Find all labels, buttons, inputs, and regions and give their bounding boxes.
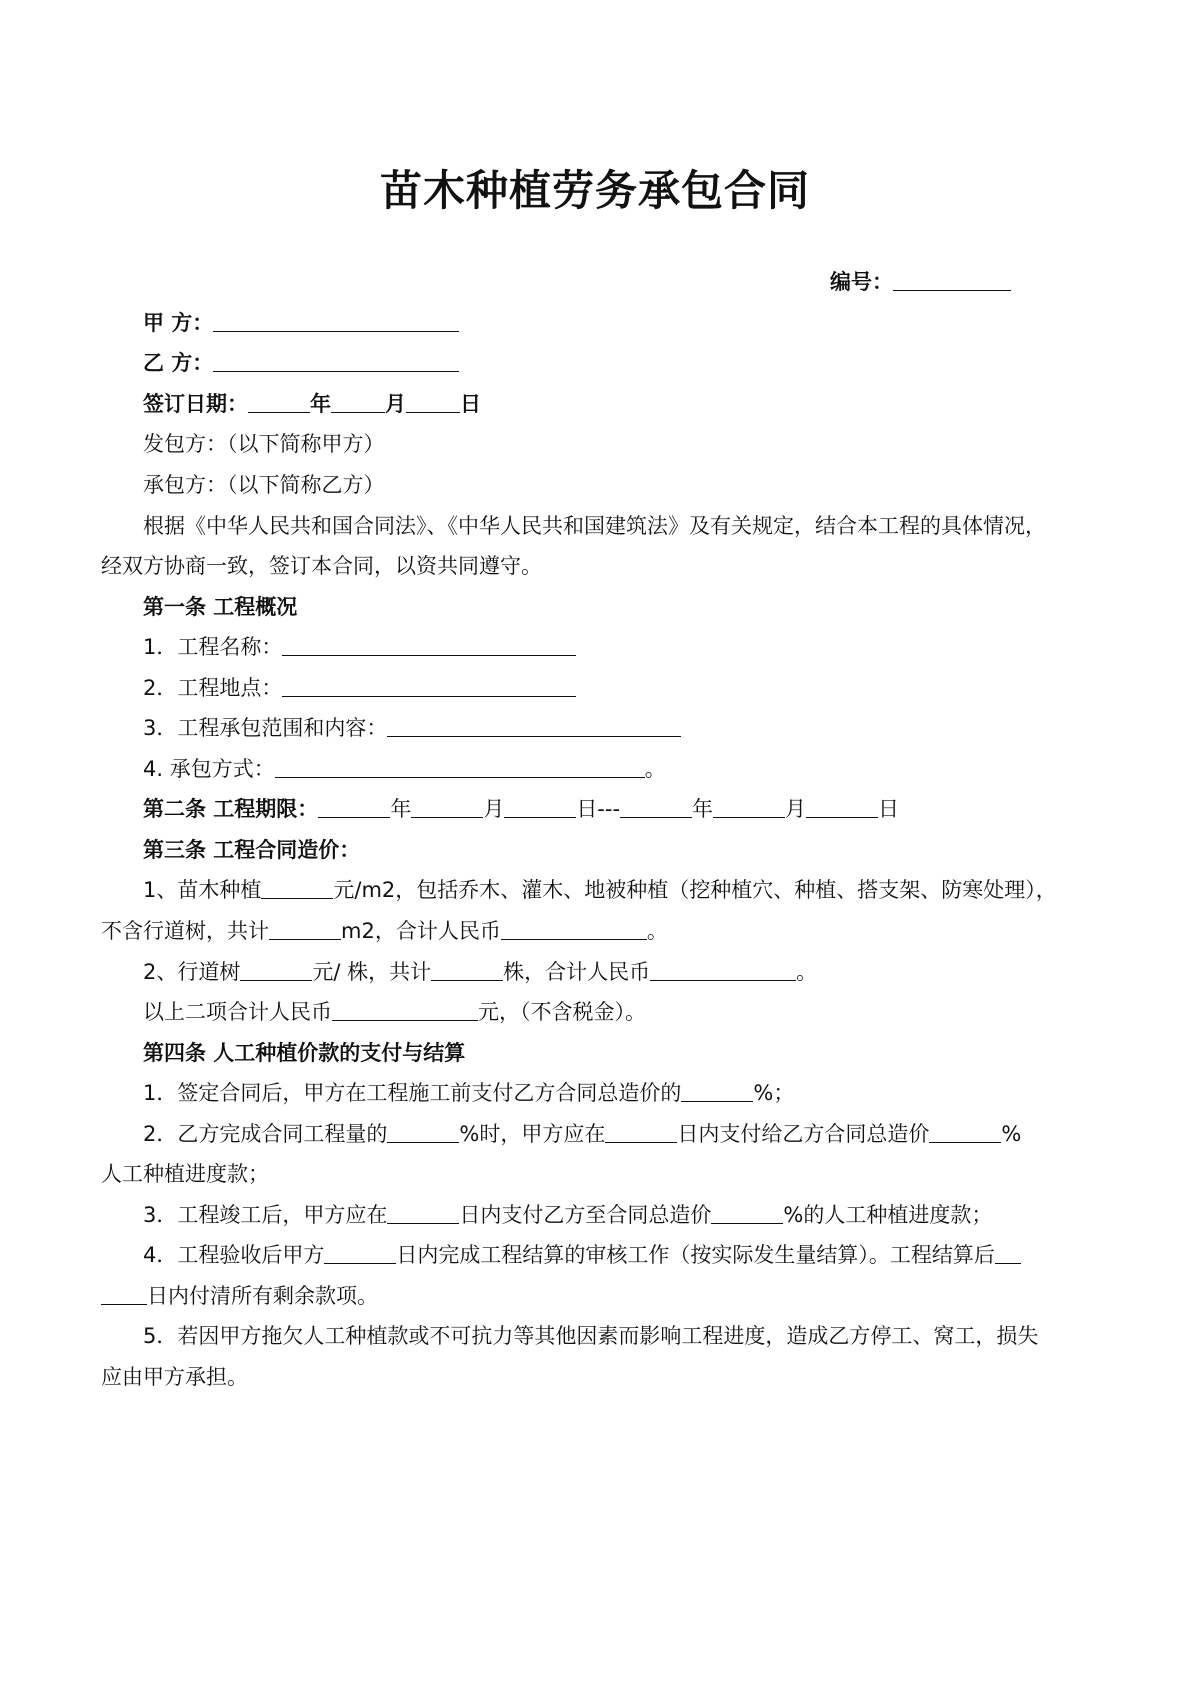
settlement-days-blank-a — [995, 1241, 1021, 1264]
document-title: 苗木种植劳务承包合同 — [379, 166, 810, 215]
seedling-total-blank — [501, 917, 647, 940]
progress-percent-blank — [387, 1120, 459, 1143]
progress-pay-suffix: % — [1001, 1122, 1022, 1146]
contract-number-line — [830, 268, 1011, 296]
seedling-price-detail: 元/m2，包括乔木、灌木、地被种植（挖种植穴、种植、搭支架、防寒处理）， — [333, 878, 1057, 902]
article-4-item-5-line-1: 5．若因甲方拖欠人工种植款或不可抗力等其他因素而影响工程进度，造成乙方停工、窝工，损失 — [143, 1324, 1039, 1348]
article-4-item-2-line-2: 人工种植进度款； — [101, 1162, 269, 1186]
completion-pay-label: 日内支付乙方至合同总造价 — [459, 1203, 712, 1227]
date-separator: 日--- — [576, 797, 621, 821]
start-month-blank — [411, 795, 483, 818]
preamble-line-1: 根据《中华人民共和国合同法》、《中华人民共和国建筑法》及有关规定，结合本工程的具体情况， — [143, 514, 1046, 538]
end-day-blank — [806, 795, 878, 818]
issuer-line: 发包方：（以下简称甲方） — [143, 432, 385, 456]
start-day-blank — [504, 795, 576, 818]
party-b-line — [143, 349, 459, 377]
project-scope-label: 3．工程承包范围和内容： — [143, 716, 388, 740]
contract-method-blank — [275, 755, 645, 778]
street-tree-label: 2、行道树 — [143, 960, 241, 984]
article-3-item-1-line-1 — [143, 876, 1057, 904]
advance-payment-blank — [681, 1079, 753, 1102]
acceptance-label: 4．工程验收后甲方 — [143, 1243, 325, 1267]
completion-percent-blank — [711, 1201, 783, 1224]
contract-number-blank — [893, 268, 1011, 291]
article-4-item-4-line-2 — [101, 1282, 378, 1310]
article-4-title: 第四条 人工种植价款的支付与结算 — [143, 1041, 466, 1065]
grand-total-label: 以上二项合计人民币 — [143, 1000, 332, 1024]
article-1-title: 第一条 工程概况 — [143, 595, 298, 619]
period-mark: 。 — [796, 960, 818, 984]
period-mark: 。 — [644, 757, 666, 781]
project-scope-blank — [387, 714, 681, 737]
seedling-total-label: m2，合计人民币 — [341, 919, 501, 943]
article-4-item-5-line-2: 应由甲方承担。 — [101, 1365, 248, 1389]
progress-label: 2．乙方完成合同工程量的 — [143, 1122, 388, 1146]
party-b-blank — [213, 349, 459, 372]
end-year-blank — [620, 795, 692, 818]
article-2-line — [143, 795, 899, 823]
project-location-label: 2．工程地点： — [143, 676, 283, 700]
sign-date-label: 签订日期： — [143, 392, 248, 416]
completion-label: 3．工程竣工后，甲方应在 — [143, 1203, 388, 1227]
preamble-line-2: 经双方协商一致，签订本合同，以资共同遵守。 — [101, 554, 542, 578]
start-year-blank — [318, 795, 390, 818]
grand-total-blank — [332, 998, 478, 1021]
seedling-price-label: 1、苗木种植 — [143, 878, 262, 902]
contract-number-label: 编号： — [830, 270, 893, 294]
progress-pay-label: 日内支付给乙方合同总造价 — [677, 1122, 930, 1146]
advance-payment-suffix: %； — [753, 1081, 795, 1105]
article-4-item-4-line-1 — [143, 1241, 1021, 1269]
sign-year-label: 年 — [310, 392, 331, 416]
article-1-item-1 — [143, 633, 576, 661]
seedling-area-blank — [269, 917, 341, 940]
progress-days-blank — [605, 1120, 677, 1143]
contractor-line: 承包方：（以下简称乙方） — [143, 473, 385, 497]
start-month-label: 月 — [483, 797, 505, 821]
advance-payment-label: 1．签定合同后，甲方在工程施工前支付乙方合同总造价的 — [143, 1081, 682, 1105]
article-3-item-1-line-2 — [101, 917, 668, 945]
sign-month-blank — [331, 390, 385, 413]
grand-total-suffix: 元，（不含税金）。 — [478, 1000, 646, 1024]
article-3-item-2 — [143, 958, 817, 986]
end-month-label: 月 — [785, 797, 807, 821]
article-4-item-2-line-1 — [143, 1120, 1021, 1148]
street-tree-count-label: 元/ 株，共计 — [312, 960, 432, 984]
end-month-blank — [713, 795, 785, 818]
sign-day-label: 日 — [460, 392, 481, 416]
completion-days-blank — [387, 1201, 459, 1224]
sign-month-label: 月 — [385, 392, 406, 416]
project-name-blank — [282, 633, 576, 656]
article-2-title: 第二条 工程期限： — [143, 797, 319, 821]
project-location-blank — [282, 674, 576, 697]
seedling-price-blank — [261, 876, 333, 899]
street-tree-total-blank — [650, 958, 796, 981]
article-3-title: 第三条 工程合同造价： — [143, 838, 361, 862]
settlement-suffix: 日内付清所有剩余款项。 — [147, 1284, 378, 1308]
sign-date-line — [143, 390, 481, 418]
period-mark: 。 — [646, 919, 668, 943]
progress-days-label: %时，甲方应在 — [459, 1122, 606, 1146]
sign-year-blank — [248, 390, 310, 413]
end-year-label: 年 — [692, 797, 714, 821]
settlement-days-blank-b — [101, 1282, 147, 1305]
end-day-label: 日 — [878, 797, 900, 821]
project-name-label: 1．工程名称： — [143, 635, 283, 659]
seedling-area-label: 不含行道树，共计 — [101, 919, 269, 943]
contract-method-label: 4. 承包方式： — [143, 757, 275, 781]
article-1-item-4 — [143, 755, 666, 783]
acceptance-days-blank — [324, 1241, 396, 1264]
party-b-label: 乙 方： — [143, 351, 214, 375]
start-year-label: 年 — [390, 797, 412, 821]
article-4-item-3 — [143, 1201, 992, 1229]
completion-pay-suffix: %的人工种植进度款； — [783, 1203, 993, 1227]
sign-day-blank — [406, 390, 460, 413]
article-3-total — [143, 998, 646, 1026]
acceptance-detail: 日内完成工程结算的审核工作（按实际发生量结算）。工程结算后 — [396, 1243, 995, 1267]
progress-pay-blank — [929, 1120, 1001, 1143]
article-1-item-2 — [143, 674, 576, 702]
party-a-label: 甲 方： — [143, 311, 214, 335]
party-a-line — [143, 309, 459, 337]
street-tree-count-blank — [431, 958, 503, 981]
article-1-item-3 — [143, 714, 681, 742]
street-tree-price-blank — [240, 958, 312, 981]
street-tree-total-label: 株，合计人民币 — [503, 960, 651, 984]
party-a-blank — [213, 309, 459, 332]
article-4-item-1 — [143, 1079, 794, 1107]
